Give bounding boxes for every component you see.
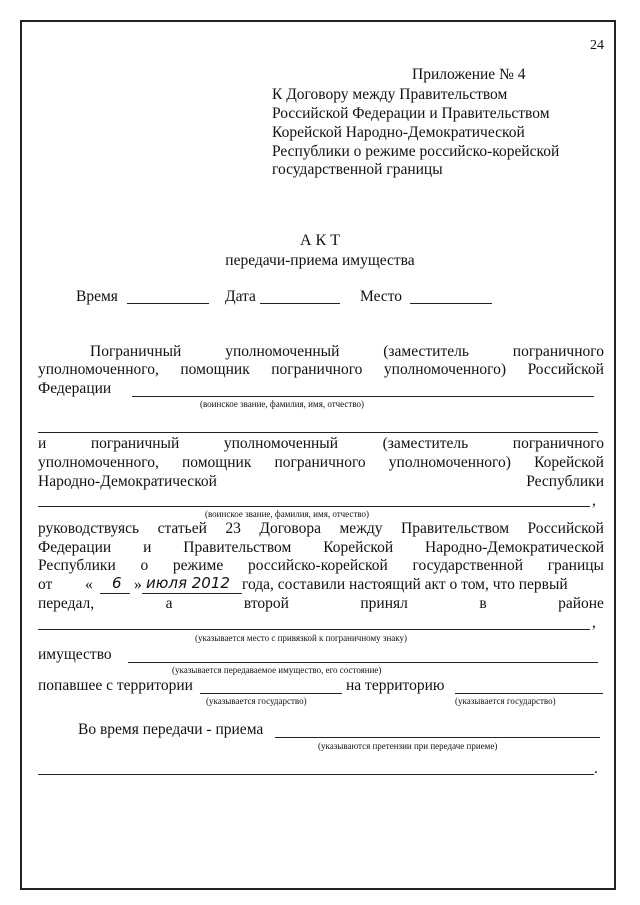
word: принял <box>360 595 408 612</box>
para2-line3 <box>38 473 604 491</box>
month-year-field <box>142 593 242 594</box>
word: Правительством <box>401 520 510 537</box>
word: пограничного <box>512 435 604 452</box>
claims-caption: (указываются претензии при передаче приеме) <box>318 741 498 751</box>
word: режиме <box>172 557 224 574</box>
para2-caption: (воинское звание, фамилия, имя, отчество) <box>205 509 369 519</box>
appendix-line: Республики о режиме российско-корейской <box>272 143 560 160</box>
word: статьей <box>157 520 207 537</box>
word: уполномоченный <box>223 435 339 452</box>
word: а <box>165 595 173 612</box>
property-field <box>128 662 598 663</box>
word: уполномоченного, <box>38 361 159 378</box>
para3-line1 <box>38 520 604 538</box>
word: и <box>143 539 152 556</box>
word: Республики <box>38 557 116 574</box>
word: о <box>140 557 149 574</box>
claims-field-cont <box>38 774 594 775</box>
from-territory-label: попавшее с территории <box>38 677 193 694</box>
from-state-caption: (указывается государство) <box>206 696 307 706</box>
word: (заместитель <box>382 435 469 452</box>
word: помощник <box>180 361 250 378</box>
word: между <box>339 520 383 537</box>
word: уполномоченного) <box>388 454 511 471</box>
word: Российской <box>527 361 604 378</box>
word: помощник <box>181 454 252 471</box>
word: Корейской <box>534 454 604 471</box>
word: Корейской <box>323 539 394 556</box>
word: пограничного <box>274 454 366 471</box>
claims-field <box>275 737 600 738</box>
handwritten-month-year: июля 2012 <box>146 574 230 592</box>
word: Пограничный <box>90 343 182 360</box>
word: пограничный <box>90 435 180 452</box>
word: государственной <box>412 557 523 574</box>
word: уполномоченного, <box>38 454 159 471</box>
date-label: Дата <box>225 288 256 305</box>
to-state-caption: (указывается государство) <box>455 696 556 706</box>
word: Федерации <box>38 539 112 556</box>
line4-rest: года, составили настоящий акт о том, что первый <box>242 576 568 593</box>
comma: , <box>592 614 596 631</box>
page-number: 24 <box>590 38 604 53</box>
para1-line3-label: Федерации <box>38 380 112 397</box>
word: Республики <box>526 473 604 490</box>
word: пограничного <box>271 361 363 378</box>
word: российско-корейской <box>247 557 388 574</box>
property-label: имущество <box>38 646 112 663</box>
date-field <box>260 303 340 304</box>
para2-line1 <box>38 435 604 453</box>
word: Народно-Демократической <box>38 473 217 490</box>
word: в <box>479 595 487 612</box>
word: границы <box>547 557 604 574</box>
location-field <box>38 629 590 630</box>
word: Российской <box>527 520 604 537</box>
document-subtitle: передачи-приема имущества <box>225 252 415 269</box>
to-state-field <box>455 693 603 694</box>
para3-line3 <box>38 557 604 575</box>
word: пограничного <box>512 343 604 360</box>
end-dot: . <box>594 760 598 777</box>
quote-close: » <box>134 576 142 593</box>
day-field <box>100 593 130 594</box>
appendix-line: К Договору между Правительством <box>272 86 508 103</box>
document-title: А К Т <box>300 232 340 249</box>
para1-line2 <box>38 361 604 379</box>
word: уполномоченный <box>225 343 340 360</box>
para3-line2 <box>38 539 604 557</box>
location-caption: (указывается место с привязкой к пограничному знаку) <box>195 633 408 643</box>
para3-line5 <box>38 595 604 613</box>
para2-line2 <box>38 454 604 472</box>
para1-line1 <box>90 343 604 361</box>
place-label: Место <box>360 288 403 305</box>
word: второй <box>243 595 289 612</box>
appendix-number: Приложение № 4 <box>412 66 526 83</box>
word: Правительством <box>183 539 292 556</box>
para1-caption: (воинское звание, фамилия, имя, отчество) <box>200 399 364 409</box>
from-state-field <box>200 693 342 694</box>
word: Договора <box>259 520 322 537</box>
word: и <box>38 435 47 452</box>
time-label: Время <box>76 288 118 305</box>
word: (заместитель <box>383 343 469 360</box>
russian-official-field-cont <box>38 432 598 433</box>
word: 23 <box>225 520 241 537</box>
time-field <box>127 303 209 304</box>
word: районе <box>558 595 604 612</box>
property-caption: (указывается передаваемое имущество, его состояние) <box>172 665 382 675</box>
appendix-line: Корейской Народно-Демократической <box>272 124 525 141</box>
russian-official-field <box>132 396 594 397</box>
appendix-line: государственной границы <box>272 161 443 178</box>
appendix-line: Российской Федерации и Правительством <box>272 105 550 122</box>
place-field <box>410 303 492 304</box>
from-label: от <box>38 576 53 593</box>
word: передал, <box>38 595 95 612</box>
korean-official-field <box>38 506 590 507</box>
comma: , <box>592 492 596 509</box>
claims-label: Во время передачи - приема <box>78 721 264 738</box>
to-territory-label: на территорию <box>346 677 445 694</box>
word: руководствуясь <box>38 520 140 537</box>
word: уполномоченного) <box>383 361 507 378</box>
word: Народно-Демократической <box>425 539 604 556</box>
quote-open: « <box>85 576 93 593</box>
handwritten-day: 6 <box>112 574 122 592</box>
